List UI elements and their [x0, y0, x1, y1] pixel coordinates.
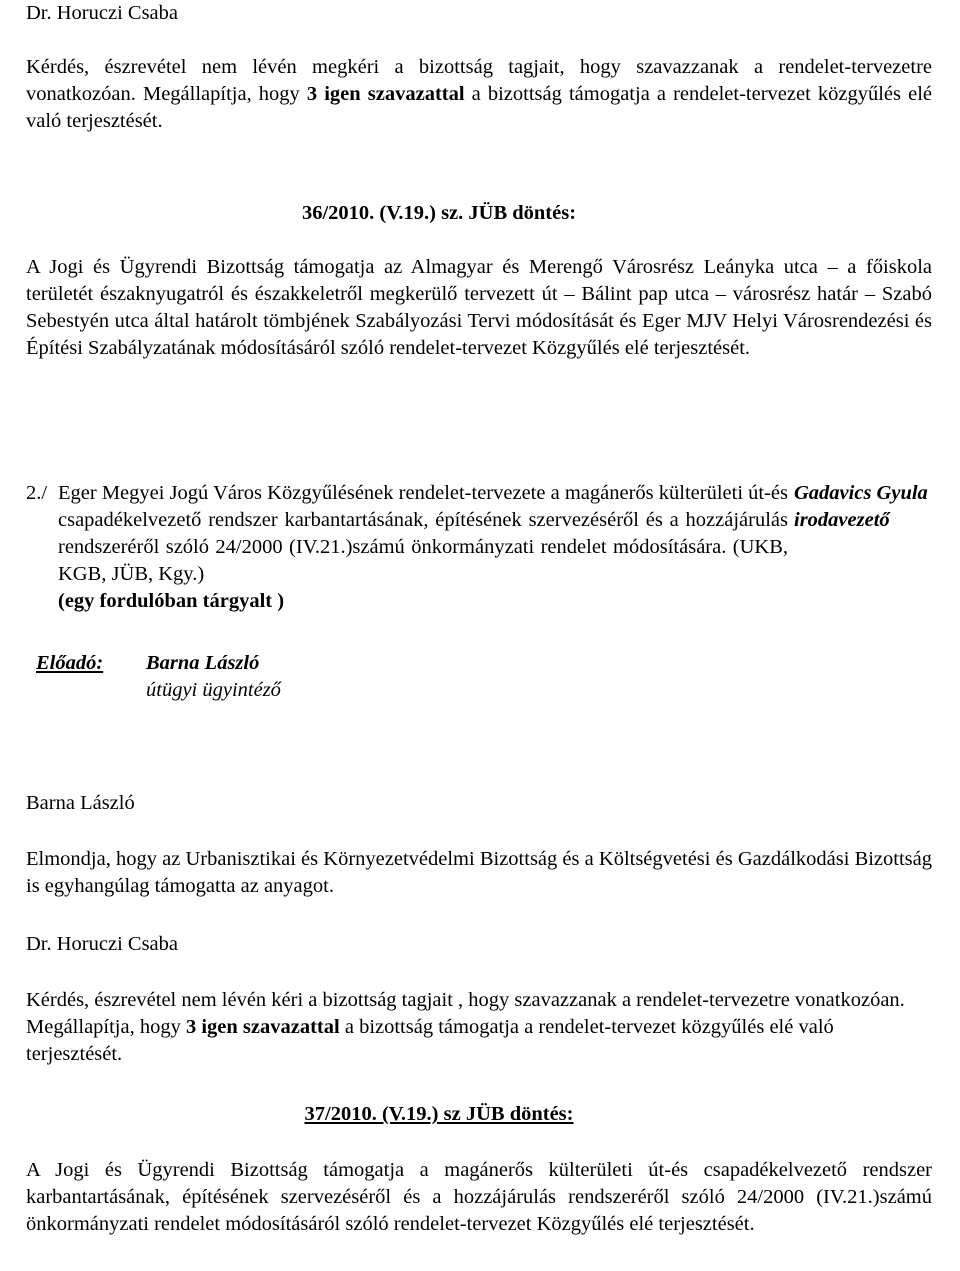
speaker-name: Barna László [26, 792, 135, 814]
paragraph-vote-result: Kérdés, észrevétel nem lévén megkéri a bizottság tagjait, hogy szavazzanak a rendelet-tervezetre vonatkozóan. Megállapítja, hogy 3 igen szavazattal a bizottság támogatja a rendelet-tervezet közgyűlés elé való terjesztését. [26, 56, 932, 132]
presenter-title: útügyi ügyintéző [146, 679, 281, 701]
speaker-name: Dr. Horuczi Csaba [26, 933, 178, 955]
presenter-label: Előadó: [36, 652, 104, 674]
decision-number: 36/2010. (V.19.) sz. JÜB döntés: [301, 202, 577, 224]
decision-text: A Jogi és Ügyrendi Bizottság támogatja az Almagyar és Merengő Városrész Leányka utca – a főiskola területét északnyugatról és északkeletről megkerülő tervezett út – Bálint pap utca – városrész határ – Szabó Sebestyén utca által határolt tömbjének Szabályozási Tervi módosítását és Eger MJV Helyi Városrendezési és Építési Szabályzatának módosításáról szóló rendelet-tervezet Közgyűlés elé terjesztését. [26, 256, 932, 359]
presenter [26, 650, 932, 710]
decision-number: 37/2010. (V.19.) sz JÜB döntés: [304, 1103, 574, 1125]
speaker-statement: Elmondja, hogy az Urbanisztikai és Környezetvédelmi Bizottság és a Költségvetési és Gazdálkodási Bizottság is egyhangúlag támogatta az anyagot. [26, 848, 932, 897]
responsible-name: Gadavics Gyula [794, 482, 928, 504]
presenter-name: Barna László [146, 652, 260, 674]
responsible-person [794, 480, 960, 534]
vote-count: 3 igen szavazattal [306, 83, 465, 105]
responsible-title: irodavezető [794, 509, 890, 531]
agenda-item [26, 480, 932, 620]
agenda-item-note: (egy fordulóban tárgyalt ) [58, 590, 285, 612]
agenda-item-number: 2./ [26, 482, 48, 504]
paragraph-vote-result: Kérdés, észrevétel nem lévén kéri a bizottság tagjait , hogy szavazzanak a rendelet-tervezetre vonatkozóan. Megállapítja, hogy 3 igen szavazattal a bizottság támogatja a rendelet-tervezet közgyűlés elé való terjesztését. [26, 989, 905, 1065]
vote-count: 3 igen szavazattal [185, 1016, 340, 1038]
speaker-name: Dr. Horuczi Csaba [26, 2, 178, 24]
decision-text: A Jogi és Ügyrendi Bizottság támogatja a magánerős külterületi út-és csapadékelvezető rendszer karbantartásának, építésének szervezéséről és a hozzájárulás rendszeréről szóló 24/2000 (IV.21.)számú önkormányzati rendelet módosításáról szóló rendelet-tervezet Közgyűlés elé terjesztését. [26, 1159, 932, 1235]
agenda-item-text: Eger Megyei Jogú Város Közgyűlésének rendelet-tervezete a magánerős külterületi út-és csapadékelvezető rendszer karbantartásának, építésének szervezéséről és a hozzájárulás rendszeréről szóló 24/2000 (IV.21.)számú önkormányzati rendelet módosítására. (UKB, KGB, JÜB, Kgy.) [58, 482, 788, 585]
